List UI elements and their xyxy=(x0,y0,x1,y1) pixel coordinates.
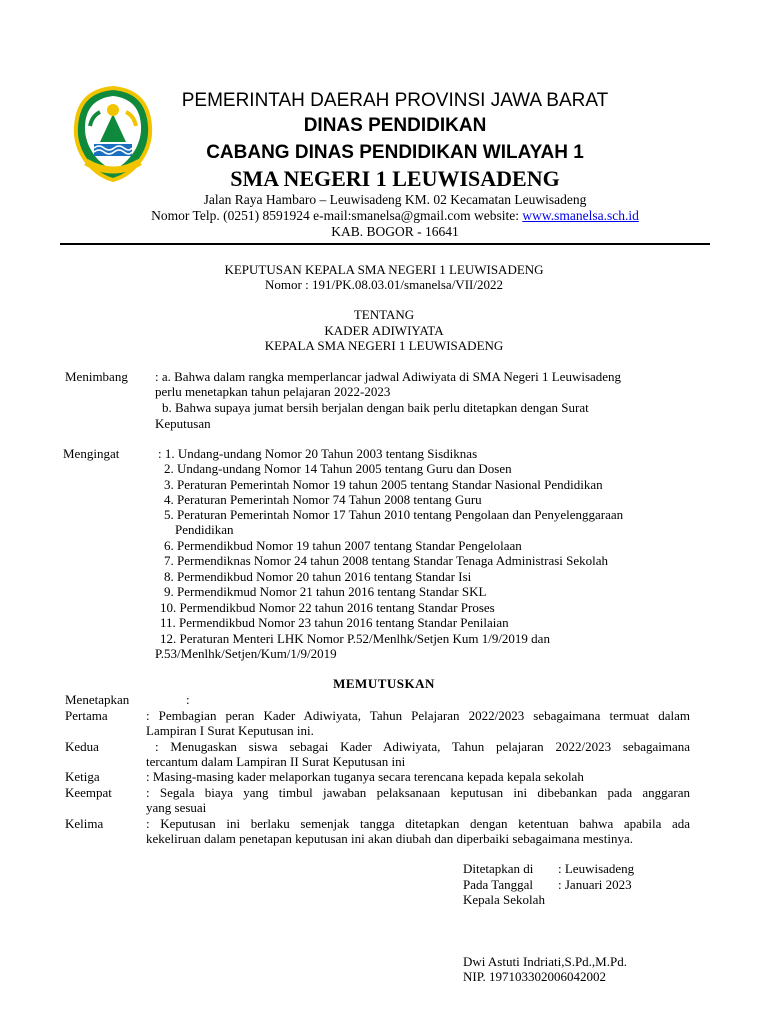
mengingat-item: 11. Permendikbud Nomor 23 tahun 2016 tentang Standar Penilaian xyxy=(160,615,509,630)
ketiga-text: : Masing-masing kader melaporkan tuganya secara terencana kepada kepala sekolah xyxy=(146,769,584,784)
mengingat-item: 2. Undang-undang Nomor 14 Tahun 2005 tentang Guru dan Dosen xyxy=(164,461,512,476)
mengingat-item: 3. Peraturan Pemerintah Nomor 19 tahun 2005 tentang Standar Nasional Pendidikan xyxy=(164,477,603,492)
decree-number: Nomor : 191/PK.08.03.01/smanelsa/VII/2022 xyxy=(265,277,503,292)
website-link[interactable]: www.smanelsa.sch.id xyxy=(522,208,639,223)
kedua-label: Kedua xyxy=(65,739,99,754)
menimbang-line: Keputusan xyxy=(155,416,211,431)
school-name: SMA NEGERI 1 LEUWISADENG xyxy=(230,166,560,191)
menimbang-line: perlu menetapkan tahun pelajaran 2022-2023 xyxy=(155,384,391,399)
mengingat-item: 7. Permendiknas Nomor 24 tahun 2008 tentang Standar Tenaga Administrasi Sekolah xyxy=(164,553,609,568)
agency-line: DINAS PENDIDIKAN xyxy=(303,115,487,136)
mengingat-item: 4. Peraturan Pemerintah Nomor 74 Tahun 2008 tentang Guru xyxy=(164,492,482,507)
date-value: : Januari 2023 xyxy=(558,877,632,892)
place-value: : Leuwisadeng xyxy=(558,861,635,876)
address-line: Jalan Raya Hambaro – Leuwisadeng KM. 02 Kecamatan Leuwisadeng xyxy=(203,192,587,207)
government-line: PEMERINTAH DAERAH PROVINSI JAWA BARAT xyxy=(181,90,609,111)
contact-text: Nomor Telp. (0251) 8591924 e-mail:smanelsa@gmail.com website: xyxy=(151,208,519,223)
mengingat-item: 6. Permendikbud Nomor 19 tahun 2007 tentang Standar Pengelolaan xyxy=(164,538,522,553)
about-label: TENTANG xyxy=(353,307,415,322)
mengingat-item: 8. Permendikbud Nomor 20 tahun 2016 tentang Standar Isi xyxy=(164,569,472,584)
menetapkan-label: Menetapkan xyxy=(65,692,130,707)
mengingat-item: 9. Permendikmud Nomor 21 tahun 2016 tentang Standar SKL xyxy=(164,584,487,599)
keempat-label: Keempat xyxy=(65,785,112,800)
menetapkan-colon: : xyxy=(186,692,190,707)
date-label: Pada Tanggal xyxy=(463,877,533,892)
signatory-name: Dwi Astuti Indriati,S.Pd.,M.Pd. xyxy=(463,954,627,969)
kelima-text: : Keputusan ini berlaku semenjak tangga ditetapkan dengan ketentuan bahwa apabila ada xyxy=(146,816,690,831)
kelima-label: Kelima xyxy=(65,816,104,831)
decree-title: KEPUTUSAN KEPALA SMA NEGERI 1 LEUWISADENG xyxy=(224,262,544,277)
ketiga-label: Ketiga xyxy=(65,769,100,784)
signatory-nip: NIP. 197103302006042002 xyxy=(463,969,607,984)
keempat-text-cont: yang sesuai xyxy=(146,800,207,815)
menimbang-label: Menimbang xyxy=(65,369,128,384)
pertama-text-cont: Lampiran I Surat Keputusan ini. xyxy=(146,723,314,738)
branch-line: CABANG DINAS PENDIDIKAN WILAYAH 1 xyxy=(206,142,584,163)
mengingat-item: Pendidikan xyxy=(175,522,234,537)
mengingat-label: Mengingat xyxy=(63,446,120,461)
city-line: KAB. BOGOR - 16641 xyxy=(331,224,459,239)
memutuskan-heading: MEMUTUSKAN xyxy=(333,676,435,691)
mengingat-item: 10. Permendikbud Nomor 22 tahun 2016 tentang Standar Proses xyxy=(160,600,495,615)
signatory-position: Kepala Sekolah xyxy=(463,892,545,907)
mengingat-item: P.53/Menlhk/Setjen/Kum/1/9/2019 xyxy=(155,646,337,661)
menimbang-line: b. Bahwa supaya jumat bersih berjalan dengan baik perlu ditetapkan dengan Surat xyxy=(162,400,589,415)
place-label: Ditetapkan di xyxy=(463,861,534,876)
mengingat-item: 12. Peraturan Menteri LHK Nomor P.52/Menlhk/Setjen Kum 1/9/2019 dan xyxy=(160,631,550,646)
decree-issuer: KEPALA SMA NEGERI 1 LEUWISADENG xyxy=(264,338,504,353)
keempat-text: : Segala biaya yang timbul jawaban pelaksanaan keputusan ini dibebankan pada anggaran xyxy=(146,785,690,800)
kelima-text-cont: kekeliruan dalam penetapan keputusan ini akan diubah dan diperbaiki sebagaimana mestinya. xyxy=(146,831,633,846)
kedua-text-cont: tercantum dalam Lampiran II Surat Keputusan ini xyxy=(146,754,406,769)
pertama-label: Pertama xyxy=(65,708,108,723)
mengingat-item: 5. Peraturan Pemerintah Nomor 17 Tahun 2010 tentang Pengolaan dan Penyelenggaraan xyxy=(164,507,624,522)
contact-line xyxy=(140,208,650,224)
mengingat-item: : 1. Undang-undang Nomor 20 Tahun 2003 tentang Sisdiknas xyxy=(158,446,478,461)
pertama-text: : Pembagian peran Kader Adiwiyata, Tahun Pelajaran 2022/2023 sebagaimana termuat dalam xyxy=(146,708,690,723)
decree-subject: KADER ADIWIYATA xyxy=(324,323,444,338)
kedua-text: : Menugaskan siswa sebagai Kader Adiwiyata, Tahun pelajaran 2022/2023 sebagaimana xyxy=(155,739,690,754)
menimbang-line: : a. Bahwa dalam rangka memperlancar jadwal Adiwiyata di SMA Negeri 1 Leuwisadeng xyxy=(155,369,622,384)
header-divider xyxy=(60,243,710,245)
